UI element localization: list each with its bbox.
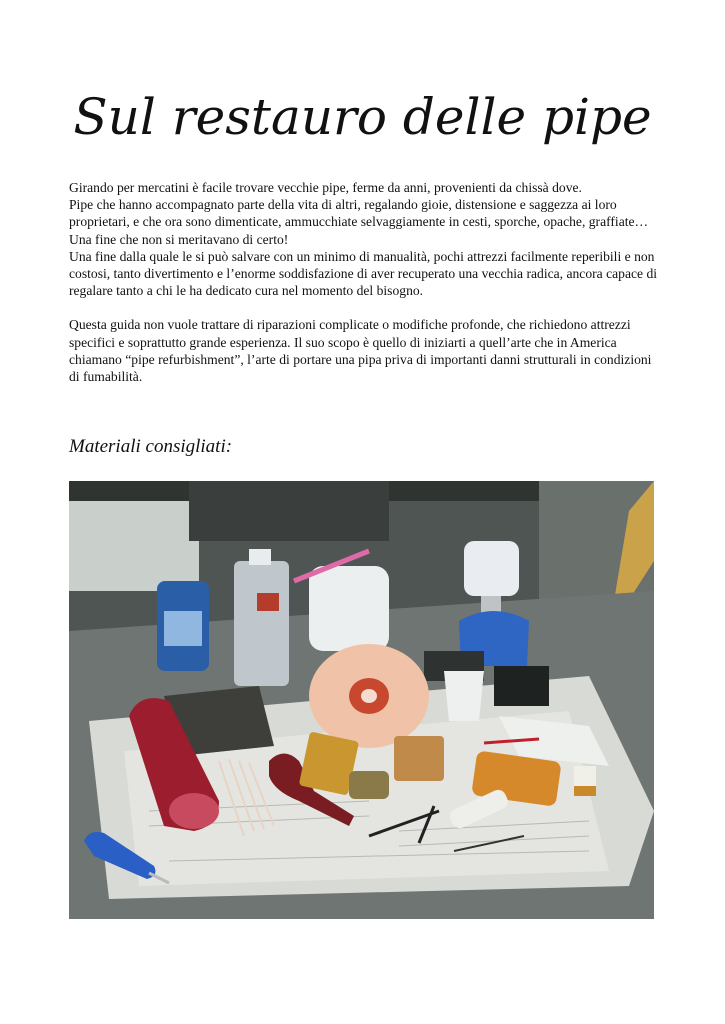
paragraph: Pipe che hanno accompagnato parte della vita di altri, regalando gioie, distensione e saggezza ai loro proprietari, e che ora sono dimenticate, ammucchiate selvaggiamente in cesti, sporche, opache, graffiate…: [69, 197, 649, 230]
materials-photo: [69, 481, 654, 919]
intro-text: [69, 179, 659, 385]
paragraph: Una fine dalla quale le si può salvare con un minimo di manualità, pochi attrezzi facilmente reperibili e non costosi, tanto divertimento e l’enorme soddisfazione di aver recuperato una vecchia radica, ancora capace di regalare tanto a chi le ha dedicato cura nel momento del bisogno.: [69, 248, 658, 299]
paragraph: Questa guida non vuole trattare di riparazioni complicate o modifiche profonde, che richiedono attrezzi specifici e soprattutto grande esperienza. Il suo scopo è quello di iniziarti a quell’arte che in America chiamano “pipe refurbishment”, l’arte di portare una pipa priva di importanti danni strutturali in condizioni di fumabilità.: [69, 317, 652, 385]
paragraph: Una fine che non si meritavano di certo!: [69, 231, 289, 247]
paragraph: Girando per mercatini è facile trovare vecchie pipe, ferme da anni, provenienti da chissà dove.: [69, 180, 582, 195]
section-heading: Materiali consigliati:: [69, 436, 233, 457]
document-title: Sul restauro delle pipe: [73, 88, 652, 146]
